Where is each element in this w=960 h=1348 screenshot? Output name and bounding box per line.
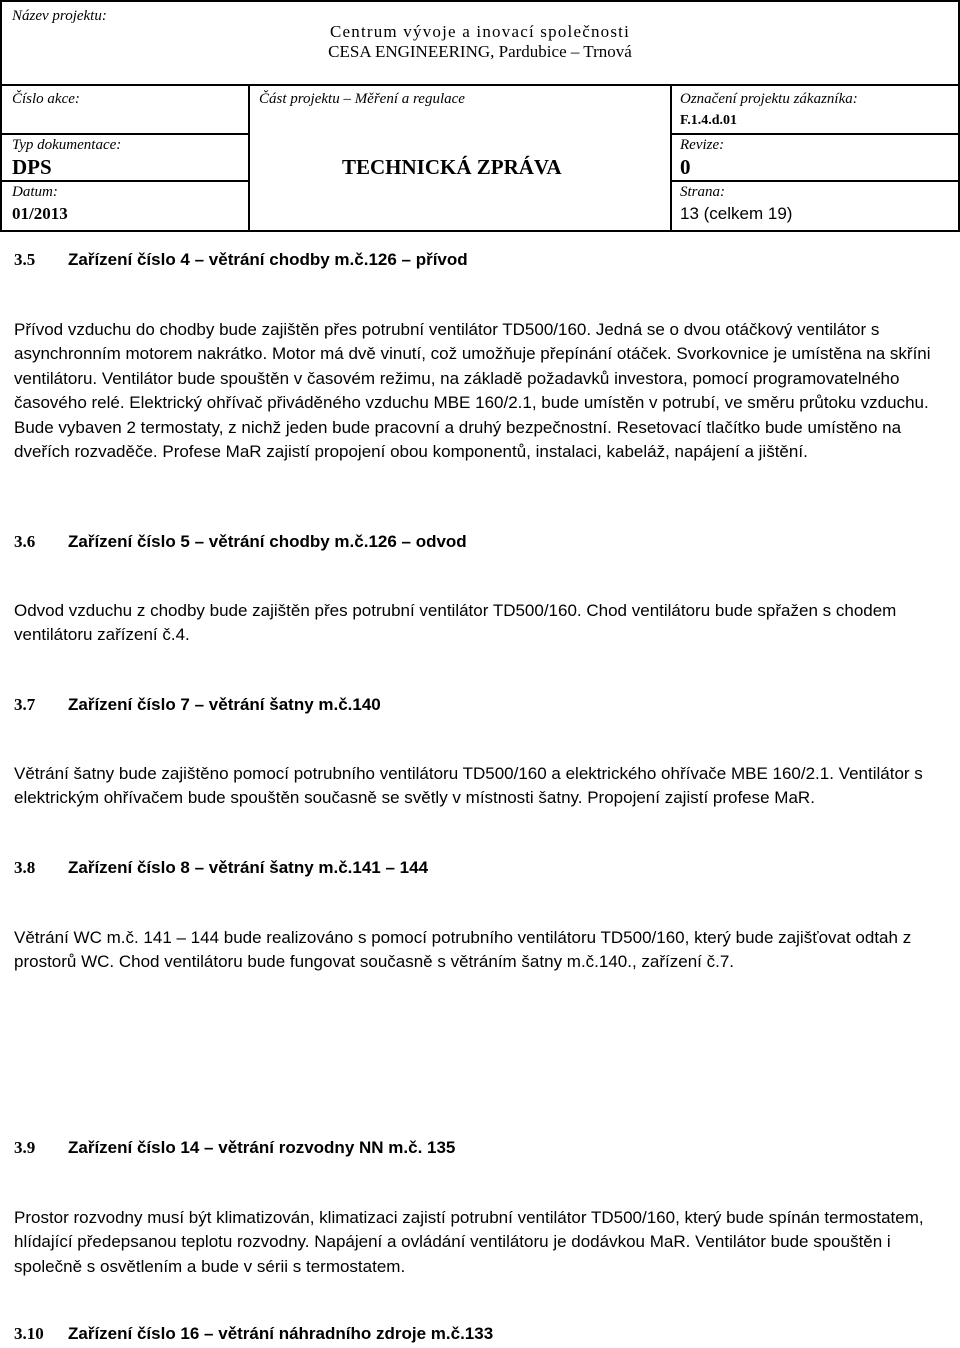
header-divider bbox=[2, 180, 248, 182]
header-divider bbox=[248, 84, 250, 230]
page-label: Strana: bbox=[680, 184, 725, 200]
section-title: Zařízení číslo 14 – větrání rozvodny NN m.č. 135 bbox=[68, 1138, 456, 1157]
document-title: TECHNICKÁ ZPRÁVA bbox=[342, 155, 562, 179]
section-paragraph: Odvod vzduchu z chodby bude zajištěn přes potrubní ventilátor TD500/160. Chod ventilátoru bude spřažen s chodem ventilátoru zařízení č.4. bbox=[14, 601, 897, 645]
section-heading bbox=[14, 532, 467, 552]
part-label: Část projektu – Měření a regulace bbox=[259, 91, 465, 107]
customer-value: F.1.4.d.01 bbox=[680, 113, 738, 128]
header-divider bbox=[670, 180, 958, 182]
section-heading bbox=[14, 858, 428, 878]
header-divider bbox=[670, 133, 958, 135]
section-heading bbox=[14, 1138, 455, 1158]
customer-label: Označení projektu zákazníka: bbox=[680, 91, 858, 107]
date-value: 01/2013 bbox=[12, 204, 68, 223]
section-title: Zařízení číslo 4 – větrání chodby m.č.126 – přívod bbox=[68, 250, 468, 269]
section-number: 3.8 bbox=[14, 858, 36, 877]
section-title: Zařízení číslo 16 – větrání náhradního zdroje m.č.133 bbox=[68, 1324, 494, 1343]
project-label: Název projektu: bbox=[12, 8, 107, 24]
header-divider bbox=[2, 133, 248, 135]
section-number: 3.6 bbox=[14, 532, 36, 551]
section-paragraph: Větrání šatny bude zajištěno pomocí potrubního ventilátoru TD500/160 a elektrického ohřívače MBE 160/2.1. Ventilátor s elektrickým ohřívačem bude spouštěn současně se světly v místnosti šatny. Propojení zajistí profese MaR. bbox=[14, 764, 923, 808]
section-paragraph: Přívod vzduchu do chodby bude zajištěn přes potrubní ventilátor TD500/160. Jedná se o dvou otáčkový ventilátor s asynchronním motorem nakrátko. Motor má dvě vinutí, což umožňuje přepínání otáček. Svorkovnice je umístěna na skříni ventilátoru. Ventilátor bude spouštěn v časovém režimu, na základě požadavků investora, pomocí programovatelného časového relé. Elektrický ohřívač přiváděného vzduchu MBE 160/2.1, bude umístěn v potrubí, ve směru průtoku vzduchu. Bude vybaven 2 termostaty, z nichž jeden bude pracovní a druhý bezpečnostní. Resetovací tlačítko bude umístěno na dveřích rozvaděče. Profese MaR zajistí propojení obou komponentů, instalaci, kabeláž, napájení a jištění. bbox=[14, 320, 931, 462]
section-title: Zařízení číslo 5 – větrání chodby m.č.126 – odvod bbox=[68, 532, 467, 551]
section-heading bbox=[14, 250, 468, 270]
section-title: Zařízení číslo 7 – větrání šatny m.č.140 bbox=[68, 695, 381, 714]
section-number: 3.7 bbox=[14, 695, 36, 714]
doctype-value: DPS bbox=[12, 155, 52, 179]
section-paragraph: Větrání WC m.č. 141 – 144 bude realizováno s pomocí potrubního ventilátoru TD500/160, který bude zajišťovat odtah z prostorů WC. Chod ventilátoru bude fungovat současně s větráním šatny m.č.140., zařízení č.7. bbox=[14, 928, 912, 972]
section-number: 3.5 bbox=[14, 250, 36, 269]
header-divider bbox=[670, 84, 672, 230]
section-number: 3.10 bbox=[14, 1324, 44, 1343]
action-label: Číslo akce: bbox=[12, 91, 80, 107]
section-heading bbox=[14, 1324, 493, 1344]
section-number: 3.9 bbox=[14, 1138, 36, 1157]
revision-label: Revize: bbox=[680, 137, 725, 153]
section-paragraph: Prostor rozvodny musí být klimatizován, klimatizaci zajistí potrubní ventilátor TD500/160, který bude spínán termostatem, hlídající předepsanou teplotu rozvodny. Napájení a ovládání ventilátoru je dodávkou MaR. Ventilátor bude spouštěn i společně s osvětlením a bude v sérii s termostatem. bbox=[14, 1208, 924, 1276]
header-divider bbox=[2, 84, 958, 86]
project-name-line2: CESA ENGINEERING, Pardubice – Trnová bbox=[328, 42, 632, 61]
section-heading bbox=[14, 695, 381, 715]
doctype-label: Typ dokumentace: bbox=[12, 137, 122, 153]
project-name-line1: Centrum vývoje a inovací společnosti bbox=[329, 22, 631, 41]
page-value: 13 (celkem 19) bbox=[680, 204, 793, 223]
revision-value: 0 bbox=[680, 155, 691, 179]
section-title: Zařízení číslo 8 – větrání šatny m.č.141 – 144 bbox=[68, 858, 429, 877]
date-label: Datum: bbox=[12, 184, 58, 200]
title-block bbox=[0, 0, 960, 232]
